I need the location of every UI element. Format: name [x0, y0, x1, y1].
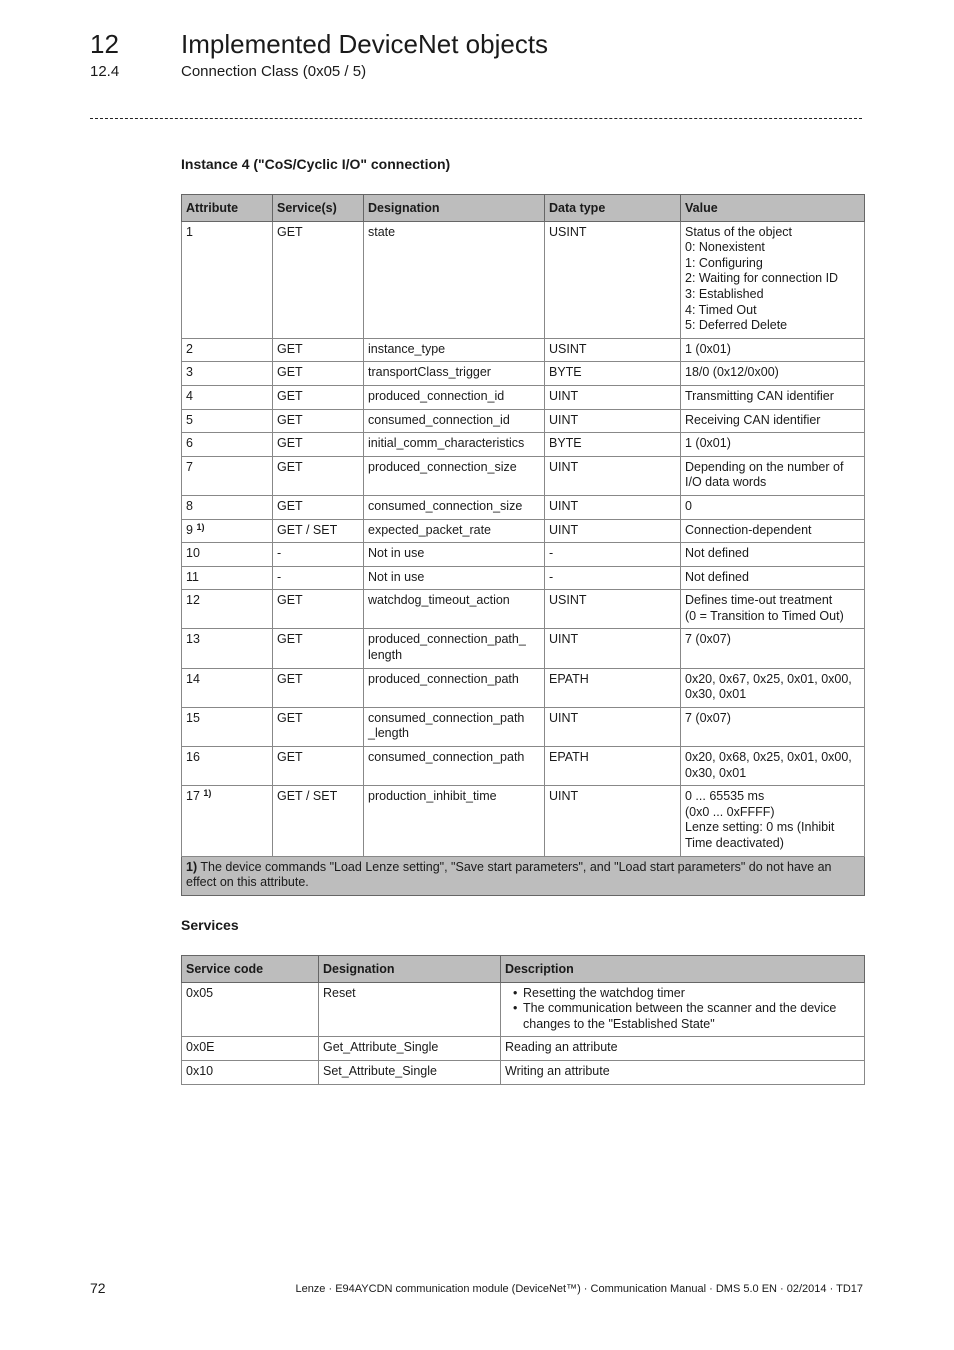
services-cell: GET / SET — [273, 519, 364, 543]
designation-cell: produced_connection_id — [364, 385, 545, 409]
attribute-cell — [182, 668, 273, 707]
value-cell: 1 (0x01) — [681, 433, 865, 457]
table-row — [182, 456, 865, 495]
designation-cell: Not in use — [364, 566, 545, 590]
data-type-cell: UINT — [545, 495, 681, 519]
section-title: Connection Class (0x05 / 5) — [181, 63, 367, 80]
data-type-cell: EPATH — [545, 668, 681, 707]
attribute-cell — [182, 362, 273, 386]
service-description-cell: Writing an attribute — [501, 1060, 865, 1084]
designation-cell: initial_comm_characteristics — [364, 433, 545, 457]
attribute-cell — [182, 221, 273, 338]
page-number: 72 — [90, 1280, 106, 1296]
attribute-number: 10 — [186, 546, 200, 561]
value-cell: Not defined — [681, 566, 865, 590]
footer-text: Lenze · E94AYCDN communication module (DeviceNet™) · Communication Manual · DMS 5.0 EN · 02/2014 · TD17 — [295, 1283, 863, 1295]
services-cell: GET — [273, 495, 364, 519]
data-type-cell: EPATH — [545, 747, 681, 786]
attribute-number: 2 — [186, 341, 193, 356]
value-cell: Connection-dependent — [681, 519, 865, 543]
footnote-row — [182, 856, 865, 895]
col-header-description: Description — [501, 956, 865, 983]
services-header-row — [182, 956, 865, 983]
footnote-cell — [182, 856, 865, 895]
header-divider — [90, 118, 862, 119]
attribute-cell — [182, 543, 273, 567]
chapter-title: Implemented DeviceNet objects — [181, 29, 549, 59]
bullet-list — [505, 986, 860, 1033]
designation-cell: consumed_connection_path — [364, 747, 545, 786]
col-header-designation: Designation — [364, 195, 545, 222]
service-description-cell: Reading an attribute — [501, 1037, 865, 1061]
designation-cell: consumed_connection_id — [364, 409, 545, 433]
attribute-number: 4 — [186, 388, 193, 403]
table-row — [182, 543, 865, 567]
designation-cell: consumed_connection_path _length — [364, 707, 545, 746]
value-cell: 0 — [681, 495, 865, 519]
services-cell: GET — [273, 629, 364, 668]
attribute-cell — [182, 566, 273, 590]
service-code-cell: 0x0E — [182, 1037, 319, 1061]
footnote-marker: 1) — [186, 859, 198, 874]
attribute-number: 14 — [186, 671, 200, 686]
table-row — [182, 221, 865, 338]
value-cell: Depending on the number of I/O data words — [681, 456, 865, 495]
services-cell: - — [273, 566, 364, 590]
value-cell: Status of the object 0: Nonexistent 1: Configuring 2: Waiting for connection ID 3: Established 4: Timed Out 5: Deferred Delete — [681, 221, 865, 338]
service-designation-cell: Reset — [319, 982, 501, 1037]
col-header-service-code: Service code — [182, 956, 319, 983]
data-type-cell: UINT — [545, 409, 681, 433]
services-cell: GET — [273, 456, 364, 495]
services-cell: GET — [273, 221, 364, 338]
data-type-cell: UINT — [545, 456, 681, 495]
value-cell: 0 ... 65535 ms (0x0 ... 0xFFFF) Lenze setting: 0 ms (Inhibit Time deactivated) — [681, 786, 865, 856]
attribute-number: 11 — [186, 569, 199, 584]
table-row — [182, 409, 865, 433]
table-row — [182, 747, 865, 786]
service-code-cell: 0x10 — [182, 1060, 319, 1084]
service-description-cell — [501, 982, 865, 1037]
data-type-cell: UINT — [545, 707, 681, 746]
services-cell: GET — [273, 707, 364, 746]
attribute-cell — [182, 786, 273, 856]
attribute-number: 13 — [186, 632, 200, 647]
services-cell: GET / SET — [273, 786, 364, 856]
attribute-number: 8 — [186, 498, 193, 513]
table-row — [182, 362, 865, 386]
footnote-text: The device commands "Load Lenze setting", "Save start parameters", and "Load start parameters" do not have an effect on this attribute. — [186, 859, 832, 890]
designation-cell: produced_connection_path — [364, 668, 545, 707]
data-type-cell: USINT — [545, 221, 681, 338]
services-table — [181, 955, 865, 1085]
value-cell: Defines time-out treatment (0 = Transition to Timed Out) — [681, 590, 865, 629]
data-type-cell: - — [545, 543, 681, 567]
services-cell: GET — [273, 385, 364, 409]
attribute-cell — [182, 385, 273, 409]
data-type-cell: BYTE — [545, 433, 681, 457]
table-row — [182, 566, 865, 590]
value-cell: 7 (0x07) — [681, 707, 865, 746]
col-header-data-type: Data type — [545, 195, 681, 222]
attribute-cell — [182, 409, 273, 433]
table-row — [182, 668, 865, 707]
table-row — [182, 982, 865, 1037]
value-cell: 18/0 (0x12/0x00) — [681, 362, 865, 386]
data-type-cell: UINT — [545, 629, 681, 668]
attribute-number: 6 — [186, 436, 193, 451]
designation-cell: watchdog_timeout_action — [364, 590, 545, 629]
attribute-cell — [182, 590, 273, 629]
data-type-cell: BYTE — [545, 362, 681, 386]
designation-cell: Not in use — [364, 543, 545, 567]
table-row — [182, 1037, 865, 1061]
attributes-table — [181, 194, 865, 896]
attribute-number: 9 — [186, 522, 193, 537]
attribute-number: 17 — [186, 789, 200, 804]
data-type-cell: UINT — [545, 385, 681, 409]
data-type-cell: USINT — [545, 590, 681, 629]
services-cell: - — [273, 543, 364, 567]
services-cell: GET — [273, 747, 364, 786]
table-row — [182, 629, 865, 668]
value-cell: Transmitting CAN identifier — [681, 385, 865, 409]
table-row — [182, 707, 865, 746]
services-cell: GET — [273, 590, 364, 629]
attribute-number: 16 — [186, 750, 200, 765]
services-cell: GET — [273, 362, 364, 386]
table-row — [182, 385, 865, 409]
attribute-cell — [182, 519, 273, 543]
designation-cell: state — [364, 221, 545, 338]
instance-heading: Instance 4 ("CoS/Cyclic I/O" connection) — [181, 156, 451, 172]
data-type-cell: USINT — [545, 338, 681, 362]
designation-cell: instance_type — [364, 338, 545, 362]
value-cell: 1 (0x01) — [681, 338, 865, 362]
col-header-designation: Designation — [319, 956, 501, 983]
table-row — [182, 519, 865, 543]
attribute-number: 15 — [186, 710, 200, 725]
footnote-ref: 1) — [196, 521, 205, 532]
attribute-cell — [182, 629, 273, 668]
services-cell: GET — [273, 668, 364, 707]
bullet-item: • The communication between the scanner and the device changes to the "Established State" — [523, 1001, 860, 1032]
service-code-cell: 0x05 — [182, 982, 319, 1037]
attribute-cell — [182, 433, 273, 457]
table-row — [182, 590, 865, 629]
col-header-attribute: Attribute — [182, 195, 273, 222]
designation-cell: consumed_connection_size — [364, 495, 545, 519]
designation-cell: production_inhibit_time — [364, 786, 545, 856]
service-designation-cell: Get_Attribute_Single — [319, 1037, 501, 1061]
services-cell: GET — [273, 433, 364, 457]
attribute-number: 3 — [186, 365, 193, 380]
attributes-body — [182, 221, 865, 856]
attribute-cell — [182, 495, 273, 519]
value-cell: 0x20, 0x68, 0x25, 0x01, 0x00, 0x30, 0x01 — [681, 747, 865, 786]
table-row — [182, 433, 865, 457]
attributes-header-row — [182, 195, 865, 222]
services-cell: GET — [273, 409, 364, 433]
designation-cell: expected_packet_rate — [364, 519, 545, 543]
data-type-cell: UINT — [545, 519, 681, 543]
bullet-item: • Resetting the watchdog timer — [523, 986, 860, 1002]
service-designation-cell: Set_Attribute_Single — [319, 1060, 501, 1084]
attribute-cell — [182, 747, 273, 786]
services-cell: GET — [273, 338, 364, 362]
attribute-number: 12 — [186, 593, 200, 608]
services-heading: Services — [181, 917, 239, 933]
attribute-number: 5 — [186, 412, 193, 427]
attribute-number: 7 — [186, 459, 193, 474]
attribute-number: 1 — [186, 224, 193, 239]
table-row — [182, 786, 865, 856]
designation-cell: transportClass_trigger — [364, 362, 545, 386]
table-row — [182, 495, 865, 519]
attribute-cell — [182, 338, 273, 362]
value-cell: Receiving CAN identifier — [681, 409, 865, 433]
value-cell: 0x20, 0x67, 0x25, 0x01, 0x00, 0x30, 0x01 — [681, 668, 865, 707]
col-header-value: Value — [681, 195, 865, 222]
section-number: 12.4 — [90, 63, 120, 80]
value-cell: Not defined — [681, 543, 865, 567]
attribute-cell — [182, 707, 273, 746]
data-type-cell: UINT — [545, 786, 681, 856]
table-row — [182, 338, 865, 362]
col-header-services: Service(s) — [273, 195, 364, 222]
chapter-number: 12 — [90, 29, 119, 59]
attribute-cell — [182, 456, 273, 495]
designation-cell: produced_connection_path_ length — [364, 629, 545, 668]
table-row — [182, 1060, 865, 1084]
footnote-ref: 1) — [203, 788, 212, 799]
data-type-cell: - — [545, 566, 681, 590]
services-body — [182, 982, 865, 1084]
designation-cell: produced_connection_size — [364, 456, 545, 495]
value-cell: 7 (0x07) — [681, 629, 865, 668]
